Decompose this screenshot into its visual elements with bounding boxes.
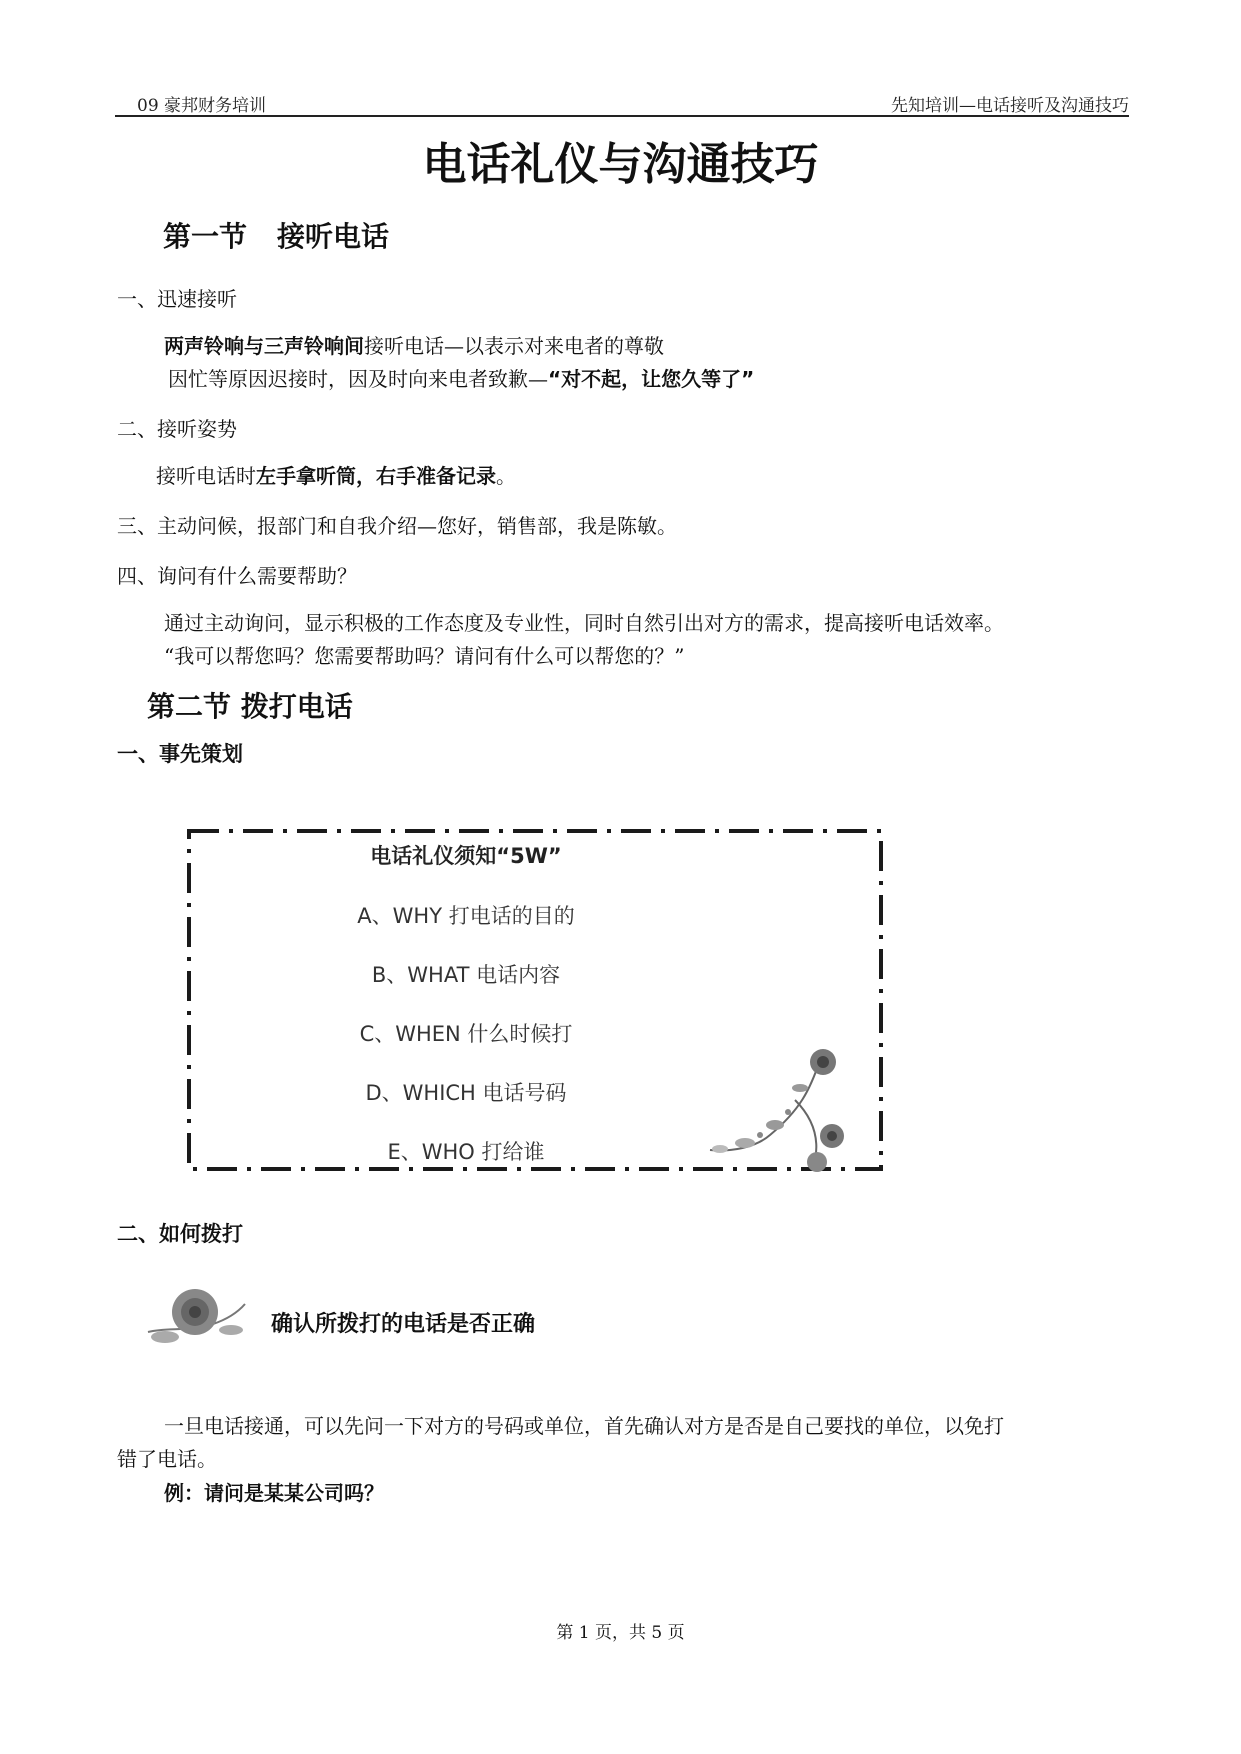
- s1-item1-label: 一、迅速接听: [117, 287, 237, 311]
- s2-para-line2: 错了电话。: [117, 1447, 217, 1471]
- s1-item1-line2: [168, 364, 754, 394]
- five-w-line-a: A、WHY 打电话的目的: [357, 904, 575, 928]
- rose-icon: [143, 1282, 248, 1357]
- header-right: 先知培训—电话接听及沟通技巧: [891, 96, 1129, 116]
- callout-text: 确认所拨打的电话是否正确: [271, 1312, 536, 1337]
- s1-item2-post: 。: [496, 464, 516, 488]
- s1-item1-line2-bold: “对不起，让您久等了”: [548, 367, 755, 391]
- s1-item2-pre: 接听电话时: [156, 464, 256, 488]
- five-w-line-d: D、WHICH 电话号码: [365, 1081, 567, 1105]
- page-title: 电话礼仪与沟通技巧: [422, 139, 819, 190]
- five-w-line-e: E、WHO 打给谁: [387, 1140, 545, 1164]
- s1-item3-label: 三、主动问候，报部门和自我介绍—您好，销售部，我是陈敏。: [117, 514, 677, 538]
- s1-item2-bold: 左手拿听筒，右手准备记录: [256, 464, 496, 488]
- s1-item2-line: [156, 461, 516, 491]
- section1-heading: [163, 215, 389, 255]
- s1-item4-line2: “我可以帮您吗？您需要帮助吗？请问有什么可以帮您的？”: [164, 644, 685, 668]
- flower-icon: [700, 1040, 875, 1180]
- s2-item1-label: 一、事先策划: [117, 742, 243, 766]
- s1-item1-line1-bold: 两声铃响与三声铃响间: [164, 334, 364, 358]
- s1-item4-label: 四、询问有什么需要帮助？: [117, 564, 357, 588]
- s1-item1-line1: [164, 331, 664, 361]
- s1-item4-line1: 通过主动询问，显示积极的工作态度及专业性，同时自然引出对方的需求，提高接听电话效率。: [164, 611, 1004, 635]
- s2-para-line1: 一旦电话接通，可以先问一下对方的号码或单位，首先确认对方是否是自己要找的单位，以免打: [164, 1414, 1004, 1438]
- five-w-line-c: C、WHEN 什么时候打: [359, 1022, 573, 1046]
- section1-heading-num: 第一节: [163, 220, 248, 253]
- page-footer: 第 1 页，共 5 页: [556, 1623, 685, 1643]
- section2-heading: 第二节 拨打电话: [147, 690, 353, 723]
- s1-item2-label: 二、接听姿势: [117, 417, 237, 441]
- header-left: 09 豪邦财务培训: [137, 96, 267, 116]
- s2-example: 例：请问是某某公司吗？: [164, 1481, 384, 1505]
- header-rule: [115, 115, 1129, 117]
- five-w-line-b: B、WHAT 电话内容: [371, 963, 561, 987]
- section1-heading-text: 接听电话: [277, 220, 390, 253]
- s1-item1-line2-rest: 因忙等原因迟接时，因及时向来电者致歉—: [168, 367, 548, 391]
- five-w-title: 电话礼仪须知“5W”: [370, 844, 562, 868]
- s1-item1-line1-rest: 接听电话—以表示对来电者的尊敬: [364, 334, 664, 358]
- s2-item2-label: 二、如何拨打: [117, 1222, 243, 1246]
